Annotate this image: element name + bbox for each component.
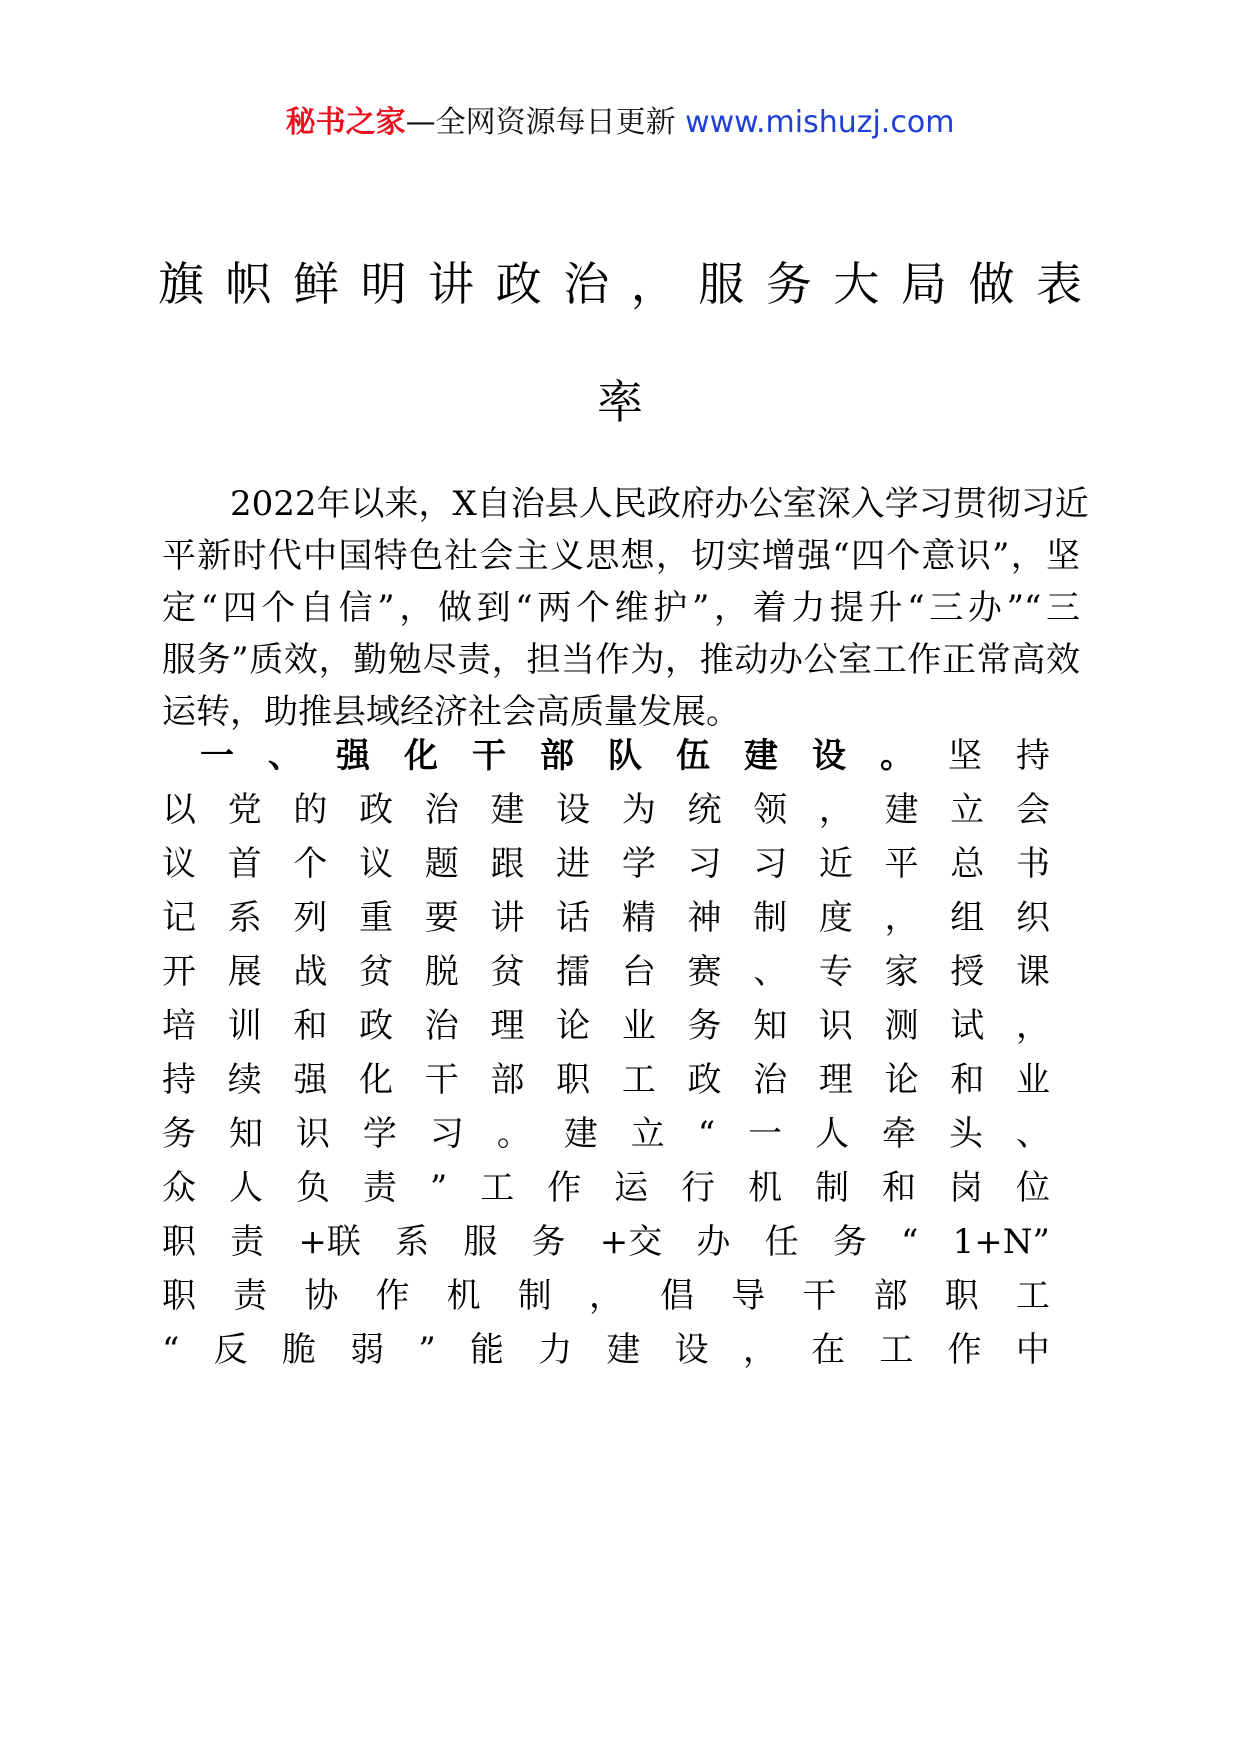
text-char: 政 — [359, 1006, 394, 1046]
text-char: 职 — [556, 1060, 591, 1100]
header-slogan: —全网资源每日更新 — [405, 105, 676, 140]
text-char: 议 — [162, 844, 196, 884]
heading-char: 建 — [744, 736, 778, 776]
section-1-line-9 — [162, 1212, 1050, 1272]
text-char: 习 — [753, 844, 788, 884]
text-char: 建 — [884, 790, 919, 830]
heading-char: 一 — [200, 736, 234, 776]
text-char: 务 — [162, 1114, 196, 1154]
text-char: 记 — [162, 898, 196, 938]
text-char: 负 — [295, 1168, 330, 1208]
text-char: 和 — [293, 1006, 328, 1046]
text-char: 知 — [228, 1114, 263, 1154]
section-1-line-3 — [162, 888, 1050, 948]
brand-name: 秘书之家 — [285, 105, 406, 140]
text-char: 培 — [162, 1006, 196, 1046]
text-char: 治 — [753, 1060, 788, 1100]
text-char: 建 — [490, 790, 525, 830]
text-char: 试 — [950, 1006, 985, 1046]
heading-char: 部 — [540, 736, 574, 776]
heading-char: 设 — [812, 736, 846, 776]
text-char: 。 — [496, 1114, 531, 1154]
intro-line-1: 2022年以来，X自治县人民政府办公室深入学习贯彻习近 — [230, 484, 1089, 524]
text-char: 职 — [162, 1276, 196, 1316]
section-1-line-8 — [162, 1158, 1050, 1218]
heading-char: 强 — [336, 736, 370, 776]
text-char: 一 — [748, 1114, 783, 1154]
intro-line-3: 定“四个自信”，做到“两个维护”，着力提升“三办”“三 — [162, 588, 1080, 628]
site-header — [0, 98, 1240, 148]
section-1-line-1 — [162, 780, 1050, 840]
text-char: 和 — [882, 1168, 917, 1208]
text-char: 导 — [731, 1276, 766, 1316]
text-char: 书 — [1015, 844, 1050, 884]
text-char: 职 — [944, 1276, 979, 1316]
heading-char: 干 — [472, 736, 506, 776]
text-char: 赛 — [687, 952, 722, 992]
section-1-line-11 — [162, 1320, 1050, 1380]
text-char: 牵 — [882, 1114, 917, 1154]
section-1-heading — [200, 726, 1050, 786]
text-char: 1+N” — [952, 1222, 1050, 1262]
text-char: 会 — [1015, 790, 1050, 830]
text-char: 责 — [233, 1276, 268, 1316]
heading-char: 、 — [268, 736, 302, 776]
text-char: “ — [901, 1222, 919, 1262]
text-char: 建 — [606, 1330, 641, 1370]
text-char: 机 — [748, 1168, 783, 1208]
text-char: 台 — [621, 952, 656, 992]
text-char: 制 — [753, 898, 788, 938]
text-char: 工 — [621, 1060, 656, 1100]
text-char: 责 — [230, 1222, 265, 1262]
text-char: 擂 — [556, 952, 591, 992]
text-char: 课 — [1015, 952, 1050, 992]
text-char: 在 — [811, 1330, 846, 1370]
text-char: 个 — [293, 844, 328, 884]
text-char: 列 — [293, 898, 328, 938]
text-char: 贫 — [359, 952, 394, 992]
document-title-line-1: 旗帜鲜明讲政治，服务大局做表 — [158, 257, 1082, 311]
text-char: 理 — [490, 1006, 525, 1046]
text-char: 、 — [1015, 1114, 1050, 1154]
text-char: 政 — [687, 1060, 722, 1100]
text-char: 战 — [293, 952, 328, 992]
text-char: 强 — [293, 1060, 328, 1100]
text-char: 论 — [884, 1060, 919, 1100]
text-char: 家 — [884, 952, 919, 992]
text-char: 作 — [375, 1276, 410, 1316]
text-char: 学 — [621, 844, 656, 884]
text-char: 话 — [556, 898, 591, 938]
text-char: 反 — [213, 1330, 248, 1370]
text-char: 头 — [949, 1114, 984, 1154]
text-char: 众 — [162, 1168, 196, 1208]
text-char: 岗 — [949, 1168, 984, 1208]
text-char: 度 — [818, 898, 853, 938]
text-char: 业 — [621, 1006, 656, 1046]
section-1-line-10 — [162, 1266, 1050, 1326]
text-char: 立 — [630, 1114, 665, 1154]
text-char: 工 — [1015, 1276, 1050, 1316]
text-char: 系 — [227, 898, 262, 938]
text-char: 展 — [227, 952, 262, 992]
text-char: 统 — [687, 790, 722, 830]
heading-char: 。 — [880, 736, 914, 776]
text-char: 倡 — [660, 1276, 695, 1316]
text-char: 识 — [818, 1006, 853, 1046]
heading-tail-char: 坚 — [948, 736, 982, 776]
site-url[interactable]: www.mishuzj.com — [675, 105, 955, 140]
text-char: 理 — [818, 1060, 853, 1100]
text-char: 工 — [879, 1330, 914, 1370]
text-char: 题 — [424, 844, 459, 884]
text-char: 学 — [362, 1114, 397, 1154]
text-char: 脱 — [424, 952, 459, 992]
text-char: 政 — [359, 790, 394, 830]
text-char: 的 — [293, 790, 328, 830]
text-char: 为 — [621, 790, 656, 830]
text-char: 人 — [228, 1168, 263, 1208]
text-char: ， — [884, 898, 919, 938]
text-char: 立 — [950, 790, 985, 830]
intro-line-4: 服务”质效，勤勉尽责，担当作为，推动办公室工作正常高效 — [162, 640, 1080, 680]
text-char: 力 — [538, 1330, 573, 1370]
text-char: 和 — [950, 1060, 985, 1100]
text-char: 设 — [556, 790, 591, 830]
text-char: 干 — [424, 1060, 459, 1100]
text-char: 建 — [563, 1114, 598, 1154]
text-char: “ — [162, 1330, 180, 1370]
text-char: +联 — [298, 1222, 361, 1262]
text-char: ， — [588, 1276, 623, 1316]
text-char: 部 — [873, 1276, 908, 1316]
text-char: 人 — [815, 1114, 850, 1154]
text-char: 党 — [227, 790, 262, 830]
text-char: 制 — [517, 1276, 552, 1316]
section-1-line-7 — [162, 1104, 1050, 1164]
text-char: 精 — [621, 898, 656, 938]
text-char: 平 — [884, 844, 919, 884]
text-char: 议 — [359, 844, 394, 884]
text-char: 协 — [304, 1276, 339, 1316]
text-char: 弱 — [350, 1330, 385, 1370]
document-title-line-2: 率 — [597, 375, 643, 429]
text-char: 习 — [429, 1114, 464, 1154]
section-1-line-2 — [162, 834, 1050, 894]
text-char: 务 — [687, 1006, 722, 1046]
text-char: 、 — [753, 952, 788, 992]
text-char: 系 — [395, 1222, 430, 1262]
heading-char: 化 — [404, 736, 438, 776]
text-char: 业 — [1015, 1060, 1050, 1100]
text-char: 续 — [227, 1060, 262, 1100]
text-char: 总 — [950, 844, 985, 884]
text-char: 作 — [547, 1168, 582, 1208]
text-char: 开 — [162, 952, 196, 992]
text-char: 要 — [424, 898, 459, 938]
text-char: 以 — [162, 790, 196, 830]
text-char: 务 — [832, 1222, 867, 1262]
text-char: 测 — [884, 1006, 919, 1046]
text-char: 讲 — [490, 898, 525, 938]
text-char: 授 — [950, 952, 985, 992]
text-char: 习 — [687, 844, 722, 884]
text-char: 干 — [802, 1276, 837, 1316]
section-1-line-6 — [162, 1050, 1050, 1110]
text-char: 部 — [490, 1060, 525, 1100]
text-char: 能 — [469, 1330, 504, 1370]
text-char: 务 — [531, 1222, 566, 1262]
text-char: 服 — [463, 1222, 498, 1262]
text-char: 识 — [295, 1114, 330, 1154]
text-char: 中 — [1015, 1330, 1050, 1370]
text-char: 跟 — [490, 844, 525, 884]
text-char: 行 — [681, 1168, 716, 1208]
text-char: 贫 — [490, 952, 525, 992]
text-char: ， — [818, 790, 853, 830]
text-char: 组 — [950, 898, 985, 938]
text-char: 办 — [696, 1222, 731, 1262]
text-char: 论 — [556, 1006, 591, 1046]
text-char: 首 — [227, 844, 262, 884]
text-char: 职 — [162, 1222, 196, 1262]
heading-char: 伍 — [676, 736, 710, 776]
text-char: ， — [742, 1330, 777, 1370]
text-char: 持 — [162, 1060, 196, 1100]
section-1-line-5 — [162, 996, 1050, 1056]
text-char: 制 — [815, 1168, 850, 1208]
text-char: 运 — [614, 1168, 649, 1208]
text-char: 领 — [753, 790, 788, 830]
text-char: 脆 — [281, 1330, 316, 1370]
text-char: 治 — [424, 790, 459, 830]
text-char: 近 — [818, 844, 853, 884]
text-char: 化 — [359, 1060, 394, 1100]
heading-char: 队 — [608, 736, 642, 776]
intro-line-2: 平新时代中国特色社会主义思想，切实增强“四个意识”，坚 — [162, 536, 1080, 576]
text-char: 责 — [362, 1168, 397, 1208]
text-char: 训 — [227, 1006, 262, 1046]
text-char: 治 — [424, 1006, 459, 1046]
text-char: 机 — [446, 1276, 481, 1316]
text-char: 知 — [753, 1006, 788, 1046]
text-char: 神 — [687, 898, 722, 938]
text-char: ” — [418, 1330, 436, 1370]
text-char: 位 — [1015, 1168, 1050, 1208]
text-char: “ — [697, 1114, 716, 1154]
heading-tail-char: 持 — [1016, 736, 1050, 776]
section-1-line-4 — [162, 942, 1050, 1002]
text-char: ” — [429, 1168, 448, 1208]
intro-line-5: 运转，助推县域经济社会高质量发展。 — [162, 692, 740, 732]
text-char: 工 — [480, 1168, 515, 1208]
text-char: 设 — [674, 1330, 709, 1370]
text-char: 进 — [556, 844, 591, 884]
text-char: 织 — [1015, 898, 1050, 938]
text-char: 重 — [359, 898, 394, 938]
text-char: 作 — [947, 1330, 982, 1370]
text-char: ， — [1015, 1006, 1050, 1046]
text-char: +交 — [599, 1222, 663, 1262]
text-char: 专 — [818, 952, 853, 992]
text-char: 任 — [764, 1222, 799, 1262]
